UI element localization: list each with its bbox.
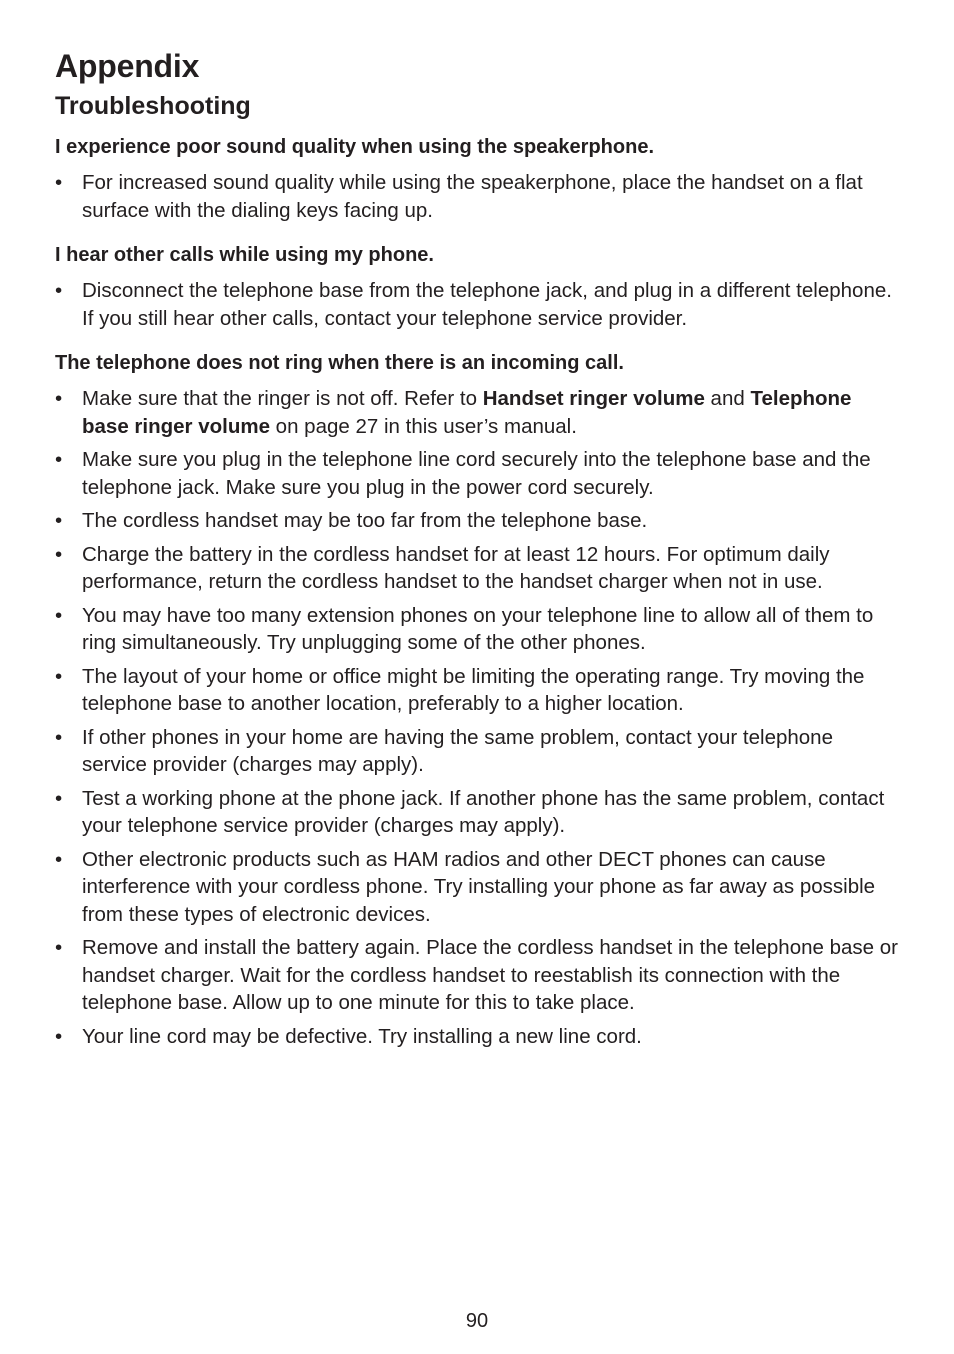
list-item — [55, 1023, 900, 1051]
list-item — [55, 602, 900, 657]
tip-text: Charge the battery in the cordless handset for at least 12 hours. For optimum daily performance, return the cordless handset to the handset charger when not in use. — [82, 542, 830, 593]
list-item — [55, 169, 900, 224]
problem-hear-other-calls — [55, 242, 900, 332]
bullet: • — [55, 171, 63, 194]
tip-text: Other electronic products such as HAM radios and other DECT phones can cause interference with your cordless phone. Try installing your phone as far away as possible from these types of electronic devices. — [82, 847, 876, 926]
tip-text — [82, 387, 851, 438]
tip-text: Make sure you plug in the telephone line cord securely into the telephone base and the telephone jack. Make sure you plug in the power cord securely. — [82, 448, 871, 499]
problem-title: I hear other calls while using my phone. — [55, 244, 434, 266]
tip-text: If other phones in your home are having the same problem, contact your telephone service provider (charges may apply). — [82, 725, 833, 776]
bullet: • — [55, 936, 63, 959]
handset-ringer-volume-ref: Handset ringer volume — [482, 387, 705, 410]
tip-list — [55, 385, 900, 1050]
bullet: • — [55, 279, 63, 302]
bullet: • — [55, 1024, 63, 1048]
tip-text: You may have too many extension phones on your telephone line to allow all of them to ring simultaneously. Try unplugging some of the other phones. — [82, 603, 874, 654]
tip-text: The layout of your home or office might be limiting the operating range. Try moving the telephone base to another location, preferably to a higher location. — [82, 664, 865, 715]
tip-list — [55, 169, 900, 224]
bullet: • — [55, 509, 63, 532]
list-item — [55, 507, 900, 535]
bullet: • — [55, 542, 63, 566]
tip-text: Remove and install the battery again. Place the cordless handset in the telephone base or handset charger. Wait for the cordless handset to reestablish its connection with the telephone base. Allow up to one minute for this to take place. — [82, 936, 898, 1014]
bullet: • — [55, 725, 63, 749]
bullet: • — [55, 664, 63, 688]
tip-text-part: Make sure that the ringer is not off. Refer to — [82, 387, 483, 410]
list-item — [55, 277, 900, 332]
bullet: • — [55, 387, 63, 410]
tip-text: The cordless handset may be too far from the telephone base. — [82, 509, 648, 532]
tip-text: For increased sound quality while using the speakerphone, place the handset on a flat surface with the dialing keys facing up. — [82, 171, 863, 222]
list-item — [55, 846, 900, 929]
tip-text-part: on page 27 in this user’s manual. — [269, 414, 577, 438]
tip-text: Test a working phone at the phone jack. If another phone has the same problem, contact your telephone service provider (charges may apply). — [82, 786, 885, 837]
page-number: 90 — [465, 1310, 489, 1332]
tip-text: Your line cord may be defective. Try installing a new line cord. — [82, 1024, 642, 1048]
problem-title: I experience poor sound quality when using the speakerphone. — [55, 136, 655, 158]
list-item — [55, 385, 900, 440]
problem-no-ring — [55, 350, 900, 1050]
list-item — [55, 541, 900, 596]
base-ringer-volume-ref: Telephone base ringer volume — [82, 387, 852, 438]
bullet: • — [55, 847, 63, 871]
list-item — [55, 446, 900, 501]
problem-title: The telephone does not ring when there is an incoming call. — [55, 352, 624, 374]
section-title: Troubleshooting — [55, 92, 251, 120]
tip-list — [55, 277, 900, 332]
list-item — [55, 785, 900, 840]
tip-text: Disconnect the telephone base from the telephone jack, and plug in a different telephone. If you still hear other calls, contact your telephone service provider. — [82, 279, 892, 330]
list-item — [55, 934, 900, 1017]
manual-page — [55, 44, 900, 1056]
tip-text-part: and — [704, 387, 751, 410]
chapter-title: Appendix — [55, 48, 200, 84]
list-item — [55, 663, 900, 718]
bullet: • — [55, 448, 63, 471]
bullet: • — [55, 786, 63, 810]
problem-speakerphone-quality — [55, 134, 900, 224]
bullet: • — [55, 603, 63, 627]
list-item — [55, 724, 900, 779]
